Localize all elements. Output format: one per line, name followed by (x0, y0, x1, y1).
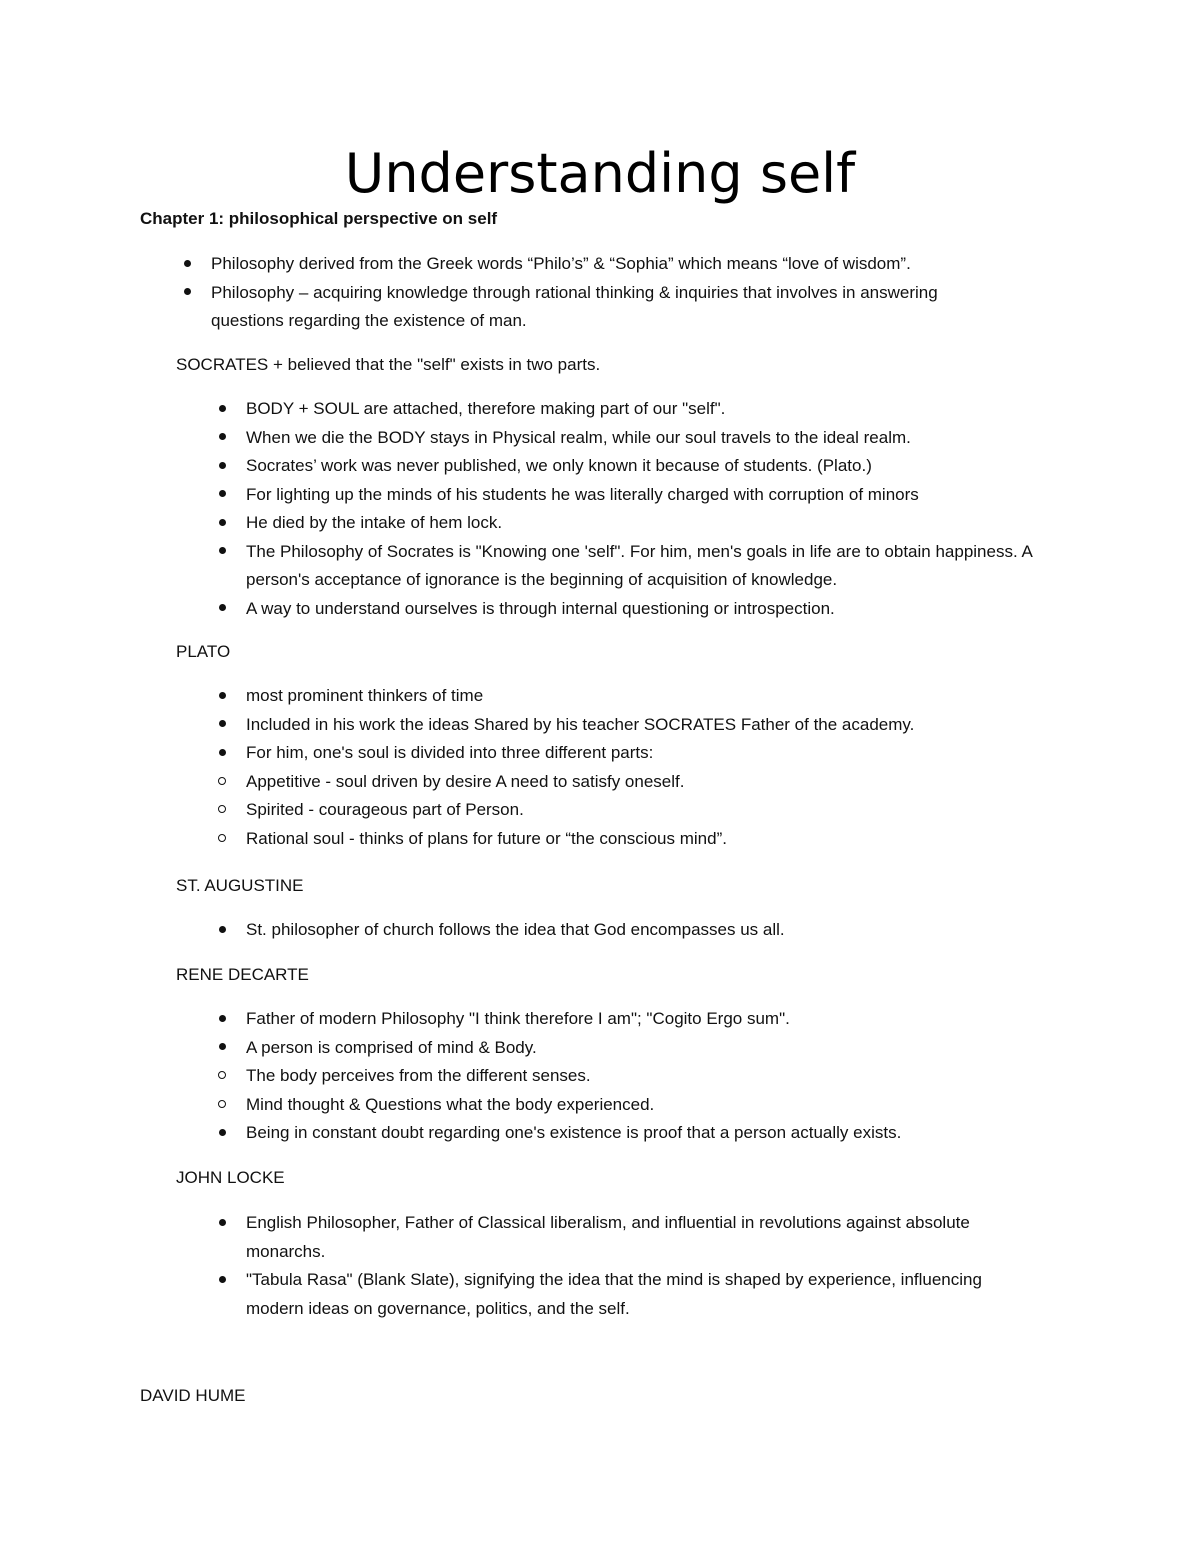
descartes-list (246, 1005, 1076, 1148)
intro-list (211, 250, 1091, 336)
bullet-icon (212, 481, 232, 510)
bullet-icon (212, 711, 232, 740)
bullet-icon (177, 279, 197, 308)
list-item: Philosophy derived from the Greek words “Philo’s” & “Sophia” which means “love of wisdom”. (211, 250, 1091, 279)
list-item: Spirited - courageous part of Person. (246, 796, 1076, 825)
list-item: A way to understand ourselves is through internal questioning or introspection. (246, 595, 1076, 624)
circle-bullet-icon (212, 825, 232, 854)
list-item: "Tabula Rasa" (Blank Slate), signifying the idea that the mind is shaped by experience, influencing modern ideas on governance, politics, and the self. (246, 1266, 1026, 1323)
locke-list (246, 1209, 1026, 1323)
circle-bullet-icon (212, 1091, 232, 1120)
list-item: A person is comprised of mind & Body. (246, 1034, 1076, 1063)
section-heading-descartes: RENE DECARTE (176, 965, 309, 984)
chapter-heading: Chapter 1: philosophical perspective on self (140, 209, 498, 228)
bullet-icon (212, 1209, 232, 1238)
list-item: Philosophy – acquiring knowledge through rational thinking & inquiries that involves in answering questions regarding the existence of man. (211, 279, 991, 336)
section-heading-augustine: ST. AUGUSTINE (176, 876, 304, 895)
list-item: Father of modern Philosophy "I think therefore I am"; "Cogito Ergo sum". (246, 1005, 1076, 1034)
bullet-icon (212, 1005, 232, 1034)
bullet-icon (212, 1034, 232, 1063)
circle-bullet-icon (212, 1062, 232, 1091)
bullet-icon (212, 1266, 232, 1295)
list-item: Appetitive - soul driven by desire A need to satisfy oneself. (246, 768, 1076, 797)
section-heading-hume: DAVID HUME (140, 1386, 246, 1405)
circle-bullet-icon (212, 796, 232, 825)
list-item: BODY + SOUL are attached, therefore making part of our "self". (246, 395, 1076, 424)
bullet-icon (212, 395, 232, 424)
list-item: English Philosopher, Father of Classical liberalism, and influential in revolutions against absolute monarchs. (246, 1209, 1026, 1266)
bullet-icon (212, 424, 232, 453)
list-item: The body perceives from the different senses. (246, 1062, 1076, 1091)
bullet-icon (212, 739, 232, 768)
list-item: The Philosophy of Socrates is "Knowing one 'self". For him, men's goals in life are to obtain happiness. A person's acceptance of ignorance is the beginning of acquisition of knowledge. (246, 538, 1076, 595)
bullet-icon (212, 916, 232, 945)
bullet-icon (212, 509, 232, 538)
list-item: He died by the intake of hem lock. (246, 509, 1076, 538)
list-item: Rational soul - thinks of plans for future or “the conscious mind”. (246, 825, 1076, 854)
bullet-icon (212, 452, 232, 481)
bullet-icon (212, 682, 232, 711)
bullet-icon (212, 1119, 232, 1148)
list-item: Included in his work the ideas Shared by his teacher SOCRATES Father of the academy. (246, 711, 1076, 740)
bullet-icon (212, 538, 232, 567)
list-item: Being in constant doubt regarding one's existence is proof that a person actually exists. (246, 1119, 1076, 1148)
list-item: For him, one's soul is divided into three different parts: (246, 739, 1076, 768)
bullet-icon (212, 595, 232, 624)
augustine-list (246, 916, 1076, 945)
section-heading-plato: PLATO (176, 642, 231, 661)
list-item: St. philosopher of church follows the idea that God encompasses us all. (246, 916, 1076, 945)
bullet-icon (177, 250, 197, 279)
section-heading-locke: JOHN LOCKE (176, 1168, 285, 1187)
section-heading-socrates: SOCRATES + believed that the "self" exists in two parts. (176, 355, 601, 374)
circle-bullet-icon (212, 768, 232, 797)
plato-list (246, 682, 1076, 853)
list-item: For lighting up the minds of his students he was literally charged with corruption of minors (246, 481, 1076, 510)
list-item: Mind thought & Questions what the body experienced. (246, 1091, 1076, 1120)
list-item: most prominent thinkers of time (246, 682, 1076, 711)
document-title: Understanding self (344, 142, 856, 205)
list-item: When we die the BODY stays in Physical realm, while our soul travels to the ideal realm. (246, 424, 1076, 453)
socrates-list (246, 395, 1076, 623)
list-item: Socrates’ work was never published, we only known it because of students. (Plato.) (246, 452, 1076, 481)
